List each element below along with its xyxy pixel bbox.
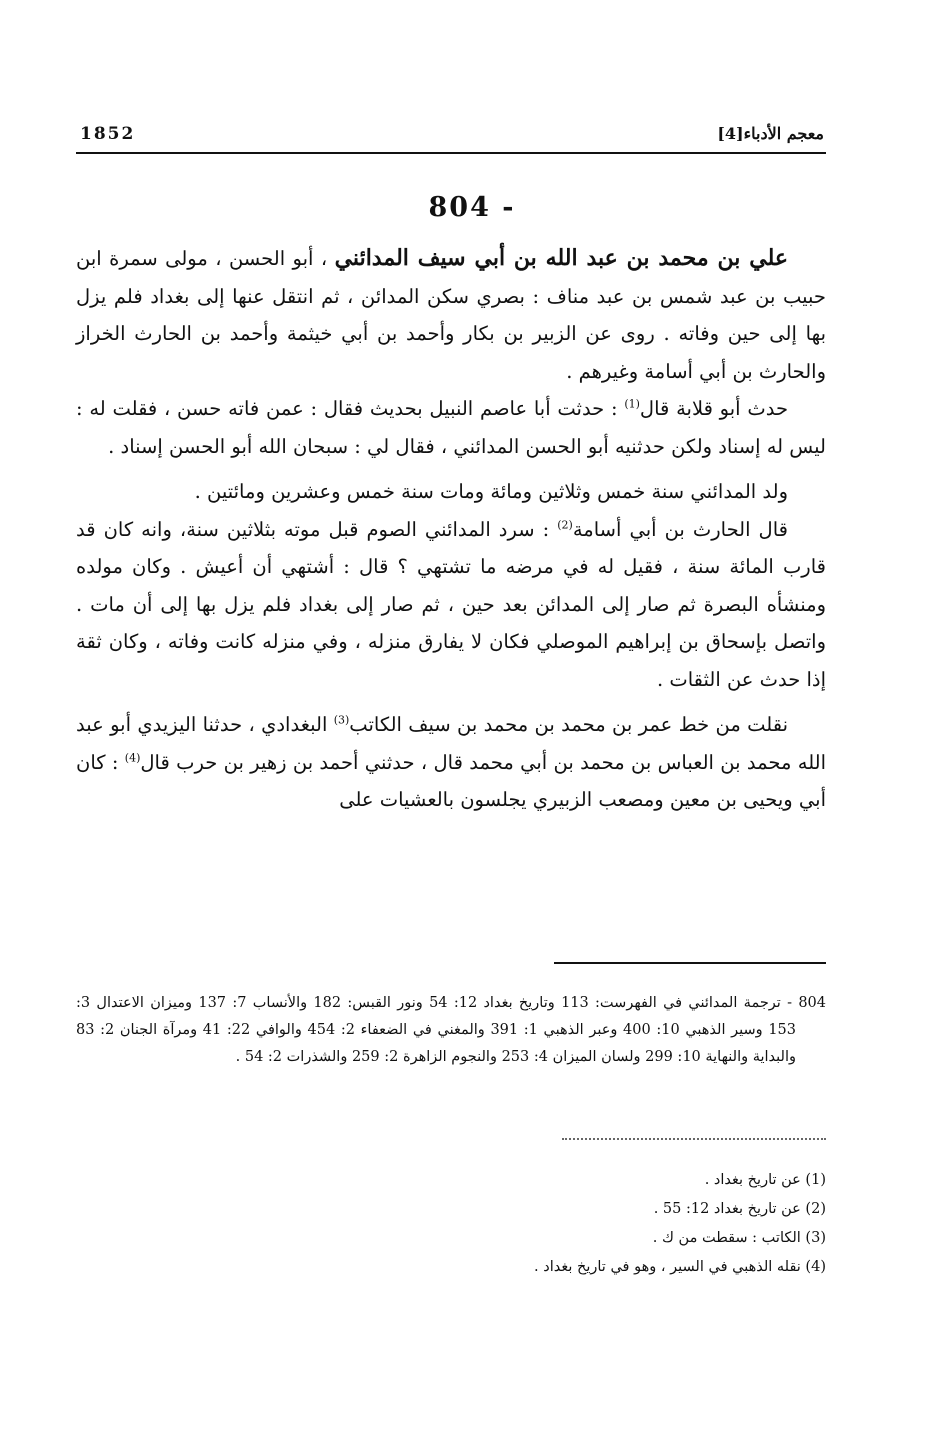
book-title: معجم الأدباء[4] [717, 124, 824, 143]
entry-text: ، أبو الحسن ، مولى سمرة ابن حبيب بن عبد شمس بن عبد مناف : بصري سكن المدائن ، ثم انتقل عنها إلى بغداد فلم يزل بها إلى حين وفاته . روى عن الزبير بن بكار وأحمد بن أبي خيثمة وأحمد بن الحارث الخراز والحارث بن أبي أسامة وغيرهم . [76, 247, 826, 383]
footnote-ref: (3) [333, 713, 350, 727]
page-number: 1852 [80, 124, 136, 144]
text-run: البغدادي ، حدثنا اليزيدي أبو عبد الله محمد بن العباس بن محمد بن أبي محمد قال ، حدثني أحمد بن زهير بن حرب قال [76, 713, 827, 774]
entry-name: علي بن محمد بن عبد الله بن أبي سيف المدائني [334, 245, 788, 271]
text-run: قال الحارث بن أبي أسامة [572, 517, 788, 541]
footnote: (3) الكاتب : سقطت من ك . [652, 1230, 826, 1246]
text-run: : سرد المدائني الصوم قبل موته بثلاثين سنة، وانه كان قد قارب المائة سنة ، فقيل له في مرضه ما تشتهي ؟ قال : أشتهي أن أعيش . وكان مولده ومنشأه البصرة ثم صار إلى المدائن بعد حين ، ثم صار إلى بغداد فلم يزل بها إلى أن مات . واتصل بإسحاق بن إبراهيم الموصلي فكان لا يفارق منزله ، وفي منزله كانت وفاته ، وكان ثقة إذا حدث عن الثقات . [76, 517, 826, 691]
text-run: : حدثت أبا عاصم النبيل بحديث فقال : عمن فاته حسن ، فقلت له : ليس له إسناد ولكن حدثنيه أبو الحسن المدائني ، فقال لي : سبحان الله أبو الحسن إسناد . [76, 397, 826, 458]
sources-note [76, 990, 826, 1071]
running-header [76, 124, 824, 154]
entry-paragraph: ولد المدائني سنة خمس وثلاثين ومائة ومات سنة خمس وعشرين ومائتين . [194, 480, 788, 503]
text-run: نقلت من خط عمر بن محمد بن محمد بن سيف الكاتب [349, 713, 788, 736]
footnote-rule [554, 962, 826, 964]
header-rule [76, 152, 826, 154]
entry-number: 804 - [428, 192, 516, 223]
footnote: (2) عن تاريخ بغداد 12: 55 . [653, 1201, 826, 1217]
footnotes [76, 1166, 826, 1282]
footnote-ref: (2) [557, 518, 573, 531]
sources-text: 804 - ترجمة المدائني في الفهرست: 113 وتاريخ بغداد 12: 54 ونور القبس: 182 والأنساب 7: 137 وميزان الاعتدال 3: 153 وسير الذهبي 10: 400 وعبر الذهبي 1: 391 والمغني في الضعفاء 2: 454 والوافي 22: 41 ومرآة الجنان 2: 83 والبداية والنهاية 10: 299 ولسان الميزان 4: 253 والنجوم الزاهرة 2: 259 والشذرات 2: 54 . [76, 995, 827, 1065]
entry-paragraph [76, 706, 826, 819]
footnote: (1) عن تاريخ بغداد . [704, 1172, 826, 1188]
entry-paragraph [76, 390, 826, 465]
footnote-ref: (4) [124, 751, 141, 764]
footnote-ref: (1) [624, 397, 640, 411]
entry-paragraph [76, 240, 826, 390]
entry-paragraph [76, 511, 826, 699]
entry-body [76, 240, 826, 819]
text-run: : كان أبي ويحيى بن معين ومصعب الزبيري يجلسون بالعشيات على [76, 750, 826, 811]
text-run: حدث أبو قلابة قال [639, 397, 788, 420]
dotted-separator [562, 1138, 826, 1140]
footnote: (4) نقله الذهبي في السير ، وهو في تاريخ بغداد . [534, 1259, 826, 1275]
